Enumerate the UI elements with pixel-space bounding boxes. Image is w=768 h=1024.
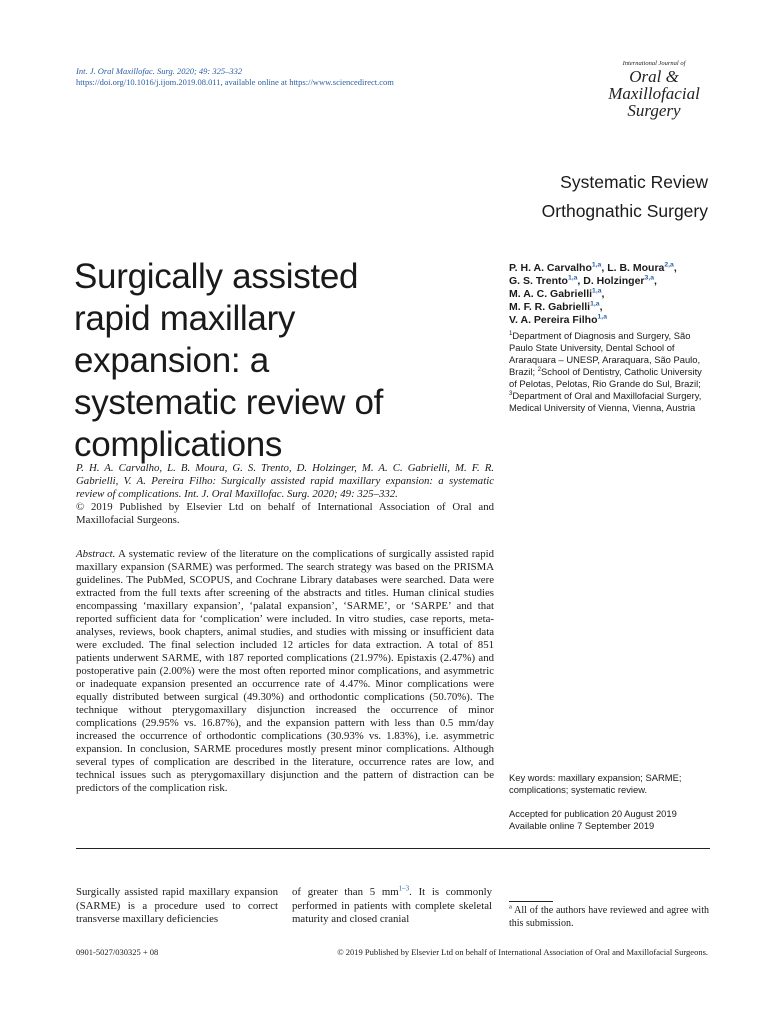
section-divider [76, 848, 710, 849]
keywords: Key words: maxillary expansion; SARME; complications; systematic review. [509, 772, 682, 795]
author[interactable]: M. F. R. Gabrielli$^{1,a}$, [509, 300, 603, 313]
body-column-1: Surgically assisted rapid maxillary expansion (SARME) is a procedure used to correct transverse maxillary deficiencies [76, 886, 278, 925]
footer-copyright: © 2019 Published by Elsevier Ltd on behalf of International Association of Oral and Maxillofacial Surgeons. [337, 947, 708, 957]
how-to-cite [76, 462, 494, 527]
author[interactable]: V. A. Pereira Filho$^{1,a}$ [509, 313, 607, 326]
body-column-2: of greater than 5 $mm^{1-3}$. It is commonly performed in patients with complete skeletal maturity and closed cranial [292, 884, 492, 925]
affiliation-2: School of Dentistry, Catholic University of Pelotas, Pelotas, Rio Grande do Sul, Brazil; [509, 366, 702, 389]
author[interactable]: L. B. Moura$^{2,a}$, [607, 261, 677, 274]
footnote: $^a$ All of the authors have reviewed and agree with this submission. [509, 903, 709, 929]
journal-citation-header [76, 66, 496, 88]
logo-line-4: Surgery [627, 101, 681, 120]
doi-link[interactable]: https://doi.org/10.1016/j.ijom.2019.08.011 [76, 77, 221, 87]
accepted-date: Accepted for publication 20 August 2019 [509, 808, 677, 819]
article-type: Systematic Review [560, 172, 708, 192]
logo-line-2: Oral & [629, 67, 679, 86]
author-list [509, 262, 709, 327]
online-date: Available online 7 September 2019 [509, 820, 655, 831]
logo-line-1: International Journal of [622, 60, 686, 67]
author-block [509, 262, 709, 414]
abstract [76, 548, 494, 795]
author[interactable]: M. A. C. Gabrielli$^{1,a}$, [509, 287, 605, 300]
citation-text: P. H. A. Carvalho, L. B. Moura, G. S. Trento, D. Holzinger, M. A. C. Gabrielli, M. F. R. Gabrielli, V. A. Pereira Filho: Surgically assisted rapid maxillary expansion: a systematic review of complications. Int. J. Oral Maxillofac. Surg. 2020; 49: 325–332. [76, 462, 494, 500]
publication-dates [509, 808, 709, 832]
article-code: 0901-5027/030325 + 08 [76, 947, 159, 957]
author[interactable]: D. Holzinger$^{3,a}$, [583, 274, 657, 287]
copyright-notice: © 2019 Published by Elsevier Ltd on behalf of International Association of Oral and Maxillofacial Surgeons. [76, 501, 494, 526]
article-section [542, 168, 708, 226]
footnote-divider [509, 901, 553, 902]
journal-logo [598, 60, 710, 119]
availability-text: , available online at https://www.sciencedirect.com [220, 77, 394, 87]
affiliations: $^1$Department of Diagnosis and Surgery, São Paulo State University, Dental School of Araraquara – UNESP, Araraquara, São Paulo, Brazil; $^2$School of Dentistry, Catholic University of Pelotas, Pelotas, Rio Grande do Sul, Brazil; $^3$Department of Oral and Maxillofacial Surgery, Medical University of Vienna, Vienna, Austria [509, 329, 702, 413]
author[interactable]: P. H. A. Carvalho$^{1,a}$, [509, 261, 608, 274]
article-title: Surgically assisted rapid maxillary expansion: a systematic review of complications [74, 257, 384, 464]
affiliation-1: Department of Diagnosis and Surgery, São Paulo State University, Dental School of Araraquara – UNESP, Araraquara, São Paulo, Brazil; [509, 330, 701, 377]
article-topic: Orthognathic Surgery [541, 201, 708, 221]
affiliation-3: Department of Oral and Maxillofacial Surgery, Medical University of Vienna, Vienna, Austria [509, 390, 702, 413]
abstract-text: A systematic review of the literature on the complications of surgically assisted rapid maxillary expansion (SARME) was performed. The search strategy was based on the PRISMA guidelines. The PubMed, SCOPUS, and Cochrane Library databases were searched. Data were extracted from the full texts after screening of the abstracts and titles. Human clinical studies encompassing ‘maxillary expansion’, ‘palatal expansion’, ‘SARME’, or ‘SARPE’ and that reported sufficient data for ‘complication’ were included. In vitro studies, case reports, meta-analyses, reviews, book chapters, animal studies, and studies with missing or insufficient data were excluded. The final selection included 12 articles for data extraction. A total of 851 patients underwent SARME, with 187 reported complications (21.97%). Epistaxis (2.47%) and postoperative pain (2.00%) were the most often reported minor complications, and asymmetric or inadequate expansion presented an occurrence rate of 4.47%. Minor complications were equally distributed between surgical (49.30%) and orthodontic complications (50.70%). The technique without pterygomaxillary disjunction increased the occurrence of minor complications (29.95% vs. 16.87%), and the expansion pattern with less than 0.5 mm/day increased the occurrence of orthodontic complications (30.93% vs. 1.83%), i.e. asymmetric expansion. In conclusion, SARME procedures mostly present minor complications. Although several types of complication are described in the literature, occurrence rates are low, and technical issues such as pterygomaxillary disjunction and the pattern of distraction can be predictors of the complication risk. [76, 548, 494, 794]
reference-link[interactable]: 1–3 [398, 884, 410, 893]
logo-line-3: Maxillofacial [608, 84, 700, 103]
journal-reference: Int. J. Oral Maxillofac. Surg. 2020; 49: 325–332 [76, 66, 243, 76]
author[interactable]: G. S. Trento$^{1,a}$, [509, 274, 584, 287]
abstract-label: Abstract. [76, 548, 116, 560]
